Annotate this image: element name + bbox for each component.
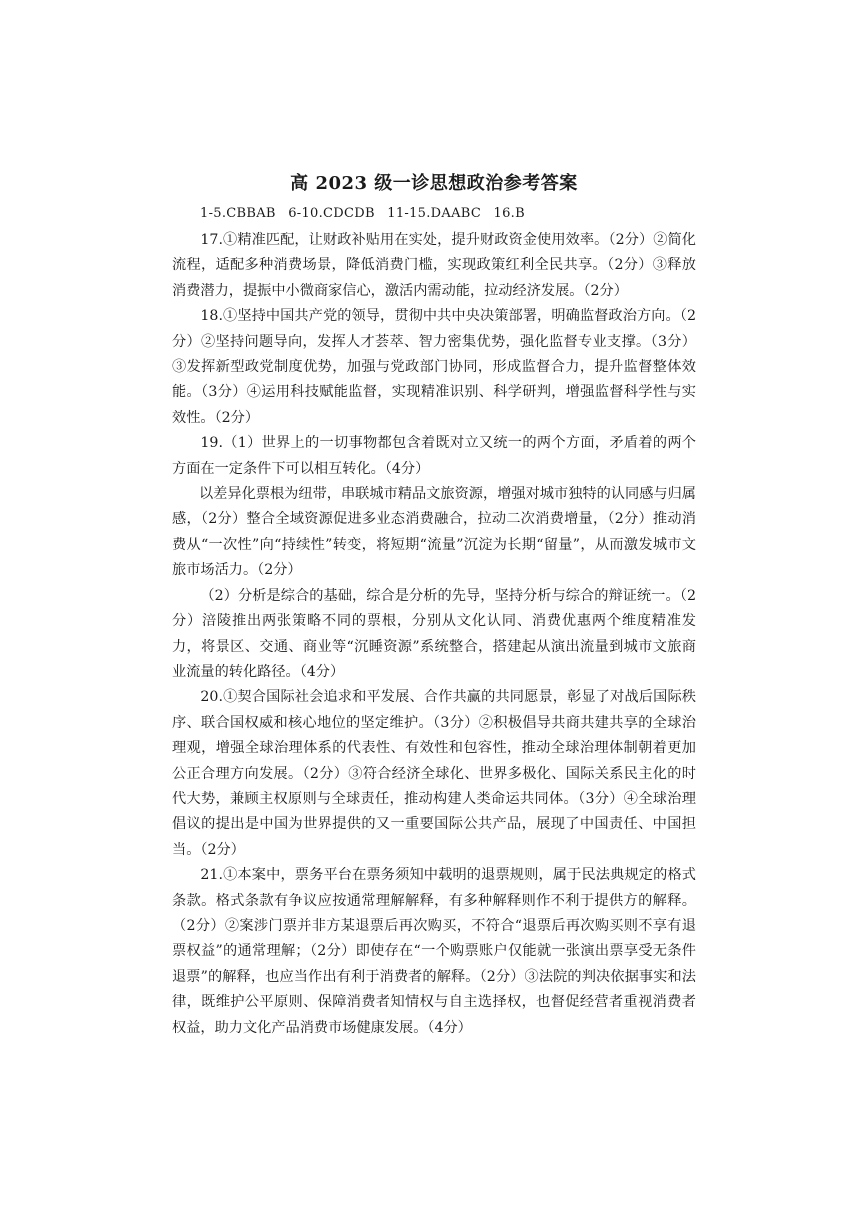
answer-19-part-1: 19.（1）世界上的一切事物都包含着既对立又统一的两个方面，矛盾着的两个方面在一定条件下可以相互转化。（4分） <box>172 435 696 477</box>
answer-sheet <box>172 172 696 1041</box>
answer-19-part-1-analysis: 以差异化票根为纽带，串联城市精品文旅资源，增强对城市独特的认同感与归属感，（2分）整合全域资源促进多业态消费融合，拉动二次消费增量，（2分）推动消费从“一次性”向“持续性”转变，将短期“流量”沉淀为长期“留量”，从而激发城市文旅市场活力。（2分） <box>172 486 696 579</box>
answer-21: 21.①本案中，票务平台在票务须知中载明的退票规则，属于民法典规定的格式条款。格式条款有争议应按通常理解解释，有多种解释则作不利于提供方的解释。（2分）②案涉门票并非方某退票后再次购买，不符合“退票后再次购买则不享有退票权益”的通常理解；（2分）即使存在“一个购票账户仅能就一张演出票享受无条件退票”的解释，也应当作出有利于消费者的解释。（2分）③法院的判决依据事实和法律，既维护公平原则、保障消费者知情权与自主选择权，也督促经营者重视消费者权益，助力文化产品消费市场健康发展。（4分） <box>172 867 696 1036</box>
answer-20: 20.①契合国际社会追求和平发展、合作共赢的共同愿景，彰显了对战后国际秩序、联合国权威和核心地位的坚定维护。（3分）②积极倡导共商共建共享的全球治理观，增强全球治理体系的代表性、有效性和包容性，推动全球治理体制朝着更加公正合理方向发展。（2分）③符合经济全球化、世界多极化、国际关系民主化的时代大势，兼顾主权原则与全球责任，推动构建人类命运共同体。（3分）④全球治理倡议的提出是中国为世界提供的又一重要国际公共产品，展现了中国责任、中国担当。（2分） <box>172 689 696 858</box>
document-title: 高 2023 级一诊思想政治参考答案 <box>290 173 578 194</box>
answer-17: 17.①精准匹配，让财政补贴用在实处，提升财政资金使用效率。（2分）②简化流程，适配多种消费场景，降低消费门槛，实现政策红利全民共享。（2分）③释放消费潜力，提振中小微商家信心，激活内需动能，拉动经济发展。（2分） <box>172 232 696 299</box>
answer-18: 18.①坚持中国共产党的领导，贯彻中共中央决策部署，明确监督政治方向。（2分）②坚持问题导向，发挥人才荟萃、智力密集优势，强化监督专业支撑。（3分）③发挥新型政党制度优势，加强与党政部门协同，形成监督合力，提升监督整体效能。（3分）④运用科技赋能监督，实现精准识别、科学研判，增强监督科学性与实效性。（2分） <box>172 308 696 426</box>
answer-19-part-2: （2）分析是综合的基础，综合是分析的先导，坚持分析与综合的辩证统一。（2分）涪陵推出两张策略不同的票根，分别从文化认同、消费优惠两个维度精准发力，将景区、交通、商业等“沉睡资源”系统整合，搭建起从演出流量到城市文旅商业流量的转化路径。（4分） <box>172 587 696 680</box>
choice-answers: 1-5.CBBAB 6-10.CDCDB 11-15.DAABC 16.B <box>200 206 525 221</box>
